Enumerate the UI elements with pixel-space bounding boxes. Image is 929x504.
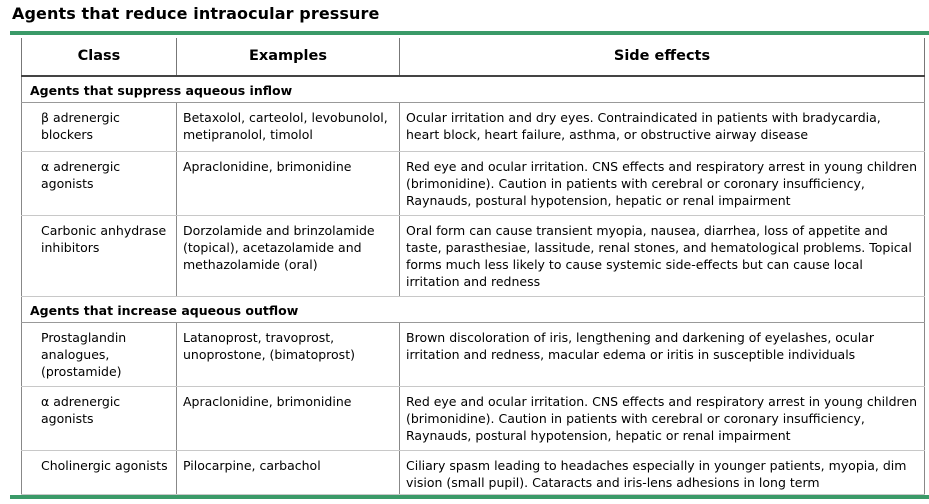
header-row: [22, 38, 925, 76]
cell-side-effects: Red eye and ocular irritation. CNS effects and respiratory arrest in young children (brimonidine). Caution in patients with cerebral or coronary insufficiency, Raynauds, postural hypotension, hepatic or renal impairment: [400, 152, 925, 216]
cell-class: β adrenergic blockers: [22, 103, 177, 152]
table-row: [22, 103, 925, 152]
top-rule: [10, 31, 929, 35]
table-row: [22, 451, 925, 495]
group-row: [22, 76, 925, 103]
cell-class: Prostaglandin analogues, (prostamide): [22, 323, 177, 387]
header-class: Class: [22, 38, 177, 76]
table-row: [22, 216, 925, 297]
cell-examples: Apraclonidine, brimonidine: [177, 152, 400, 216]
group-label-inflow: Agents that suppress aqueous inflow: [22, 76, 925, 103]
group-label-outflow: Agents that increase aqueous outflow: [22, 297, 925, 323]
cell-class: Carbonic anhydrase inhibitors: [22, 216, 177, 297]
cell-side-effects: Ciliary spasm leading to headaches especially in younger patients, myopia, dim vision (small pupil). Cataracts and iris-lens adhesions in long term: [400, 451, 925, 495]
bottom-rule: [10, 495, 929, 499]
table-row: [22, 387, 925, 451]
cell-side-effects: Oral form can cause transient myopia, nausea, diarrhea, loss of appetite and taste, parasthesiae, lassitude, renal stones, and hematological problems. Topical forms much less likely to cause systemic side-effects but can cause local irritation and redness: [400, 216, 925, 297]
page-title: Agents that reduce intraocular pressure: [12, 4, 380, 23]
cell-side-effects: Ocular irritation and dry eyes. Contraindicated in patients with bradycardia, heart block, heart failure, asthma, or obstructive airway disease: [400, 103, 925, 152]
cell-examples: Pilocarpine, carbachol: [177, 451, 400, 495]
cell-examples: Apraclonidine, brimonidine: [177, 387, 400, 451]
cell-side-effects: Red eye and ocular irritation. CNS effects and respiratory arrest in young children (brimonidine). Caution in patients with cerebral or coronary insufficiency, Raynauds, postural hypotension, hepatic or renal impairment: [400, 387, 925, 451]
drug-table: [21, 38, 925, 495]
cell-class: Cholinergic agonists: [22, 451, 177, 495]
cell-class: α adrenergic agonists: [22, 387, 177, 451]
cell-side-effects: Brown discoloration of iris, lengthening and darkening of eyelashes, ocular irritation and redness, macular edema or iritis in susceptible individuals: [400, 323, 925, 387]
cell-examples: Dorzolamide and brinzolamide (topical), acetazolamide and methazolamide (oral): [177, 216, 400, 297]
header-side-effects: Side effects: [400, 38, 925, 76]
header-examples: Examples: [177, 38, 400, 76]
cell-class: α adrenergic agonists: [22, 152, 177, 216]
cell-examples: Betaxolol, carteolol, levobunolol, metipranolol, timolol: [177, 103, 400, 152]
cell-examples: Latanoprost, travoprost, unoprostone, (bimatoprost): [177, 323, 400, 387]
group-row: [22, 297, 925, 323]
table-row: [22, 152, 925, 216]
table-row: [22, 323, 925, 387]
